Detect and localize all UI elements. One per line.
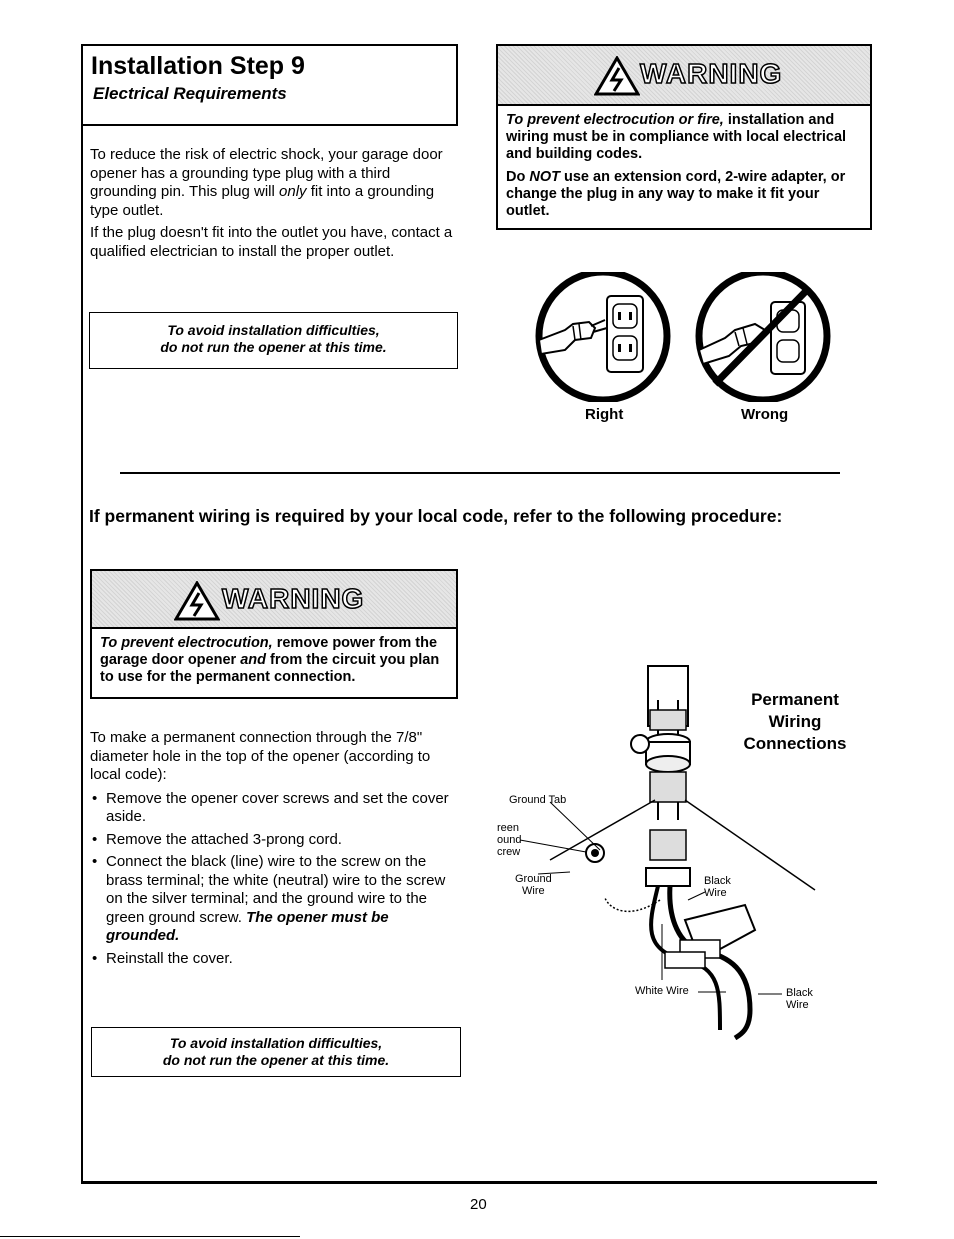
warning-text-rest-2: use an extension cord, 2-wire adapter, or change the plug in any way to make it fit your outlet.: [506, 169, 846, 219]
step-header: [81, 44, 458, 126]
section-divider: [120, 472, 840, 474]
bullet-emphasis: The opener must be grounded.: [106, 908, 389, 944]
caution-line-1: To avoid installation difficulties,: [169, 1035, 383, 1051]
caution-line-2: do not run the opener at this time.: [160, 339, 387, 355]
intro-p1-end: fit into a grounding type outlet.: [90, 183, 435, 219]
wiring-title-line: Connections: [743, 734, 847, 753]
warning-text-rest: installation and wiring must be in compliance with local electrical and building codes.: [506, 112, 847, 162]
black-wire-label: [704, 875, 731, 899]
list-item: [90, 790, 458, 827]
warning-mid-text: remove power from the garage door opener: [100, 635, 438, 668]
caution-box-2: [91, 1027, 461, 1077]
label-line: Black: [704, 875, 731, 887]
label-line: Black: [786, 987, 813, 999]
wiring-title-line: Permanent: [751, 690, 839, 709]
black-wire-label-2: [786, 987, 813, 1011]
warning-box-mid: [90, 569, 458, 699]
warning-italic-lead: To prevent electrocution or fire,: [506, 112, 724, 128]
label-line: reen: [497, 822, 520, 834]
right-label: Right: [585, 406, 624, 423]
warning-mid-italic: To prevent electrocution,: [100, 635, 273, 651]
ground-tab-label: Ground Tab: [509, 794, 567, 806]
plug-figure: [525, 272, 845, 402]
intro-p1: To reduce the risk of electric shock, your garage door opener has a grounding type plug with a third grounding pin. This plug will: [90, 146, 443, 200]
warning-title: WARNING: [640, 58, 783, 89]
warning-text: [498, 106, 870, 232]
label-line: Wire: [522, 885, 545, 897]
warning-not: NOT: [529, 169, 560, 185]
label-line: Wire: [704, 887, 727, 899]
label-line: crew: [497, 846, 521, 858]
warning-mid-text-end: from the circuit you plan to use for the permanent connection.: [100, 652, 440, 685]
intro-text: [90, 146, 458, 265]
white-wire-label: White Wire: [635, 985, 689, 997]
page-number: 20: [470, 1196, 487, 1213]
bullet-text: Remove the attached 3-prong cord.: [106, 830, 342, 848]
label-line: Ground: [515, 873, 552, 885]
label-line: Wire: [786, 999, 809, 1011]
bullet-text: Connect the black (line) wire to the screw on the brass terminal; the white (neutral) wire to the screw on the silver terminal; and the ground wire to the green ground screw.: [106, 853, 446, 926]
wrong-plug-illustration: [699, 272, 827, 400]
procedure-text: [90, 729, 458, 972]
wiring-illustration: [490, 660, 830, 1040]
warning-box-top: [496, 44, 872, 230]
caution-line-1: To avoid installation difficulties,: [167, 322, 380, 338]
caution-line-2: do not run the opener at this time.: [162, 1052, 390, 1068]
page-title: Installation Step 9: [91, 52, 305, 80]
procedure-list: [90, 790, 458, 969]
procedure-intro: To make a permanent connection through the 7/8" diameter hole in the top of the opener (according to local code):: [90, 729, 431, 783]
page-subtitle: Electrical Requirements: [93, 84, 287, 103]
warning-title: WARNING: [222, 583, 365, 614]
warning-text-mid: [92, 629, 456, 692]
permanent-wiring-heading: If permanent wiring is required by your local code, refer to the following procedure:: [89, 506, 783, 526]
wrong-label: Wrong: [741, 406, 789, 423]
intro-only: only: [279, 183, 307, 200]
warning-do: Do: [506, 169, 530, 185]
bottom-frame-line: [81, 1181, 877, 1184]
wiring-title-line: Wiring: [768, 712, 822, 731]
ground-wire-label: [515, 873, 552, 897]
left-frame-line: [81, 44, 83, 1184]
warning-triangle-icon: [174, 581, 220, 621]
bottom-rule: [0, 1236, 300, 1237]
warning-mid-and: and: [240, 652, 266, 668]
list-item: [90, 950, 458, 969]
warning-banner: [498, 46, 870, 106]
label-line: ound: [497, 834, 522, 846]
bullet-text: Reinstall the cover.: [106, 949, 233, 967]
list-item: [90, 853, 458, 946]
intro-p2: If the plug doesn't fit into the outlet you have, contact a qualified electrician to install the proper outlet.: [90, 224, 453, 260]
list-item: [90, 831, 458, 850]
bullet-text: Remove the opener cover screws and set the cover aside.: [106, 789, 449, 825]
caution-box-1: [89, 312, 458, 369]
warning-triangle-icon: [594, 56, 640, 96]
warning-banner-mid: [92, 571, 456, 629]
right-plug-illustration: [539, 272, 667, 400]
ground-screw-label: [497, 822, 521, 858]
